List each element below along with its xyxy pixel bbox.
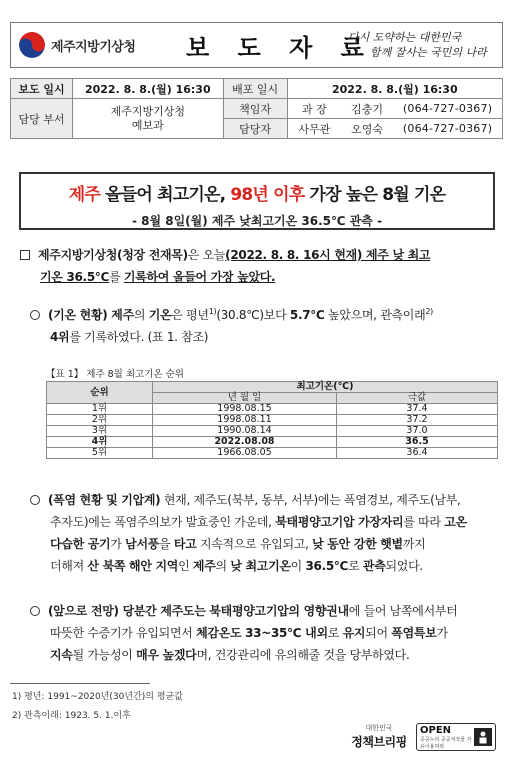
value-header: 극값 xyxy=(337,393,498,404)
p4-m: 며, 건강관리에 유의해줄 것을 당부하였다. xyxy=(196,648,410,662)
rank-header: 순위 xyxy=(47,382,153,404)
p4-d: 체감온도 33~35℃ 내외 xyxy=(196,626,328,640)
staff-label: 담당자 xyxy=(223,119,287,139)
kogl-open-logo xyxy=(416,723,496,751)
rank-cell: 4위 xyxy=(47,437,153,448)
staff-name: 오영숙 xyxy=(341,119,393,139)
headline-red-1: 제주 xyxy=(68,185,100,205)
date-cell: 1998.08.15 xyxy=(153,404,337,415)
temperature-status-paragraph xyxy=(30,301,500,348)
dept-name xyxy=(73,99,224,139)
p3-m: 낮 동안 강한 햇볕 xyxy=(312,537,403,551)
p2-i: 를 기록하였다. (표 1. 참조) xyxy=(69,330,209,344)
p1-c: (2022. 8. 8. 16시 현재) 제주 낮 최고 xyxy=(225,248,431,262)
p4-g: 되어 xyxy=(365,626,392,640)
p4-j: 지속 xyxy=(50,648,73,662)
open-label xyxy=(420,725,474,750)
table-row xyxy=(47,448,498,459)
max-temp-header: 최고기온(℃) xyxy=(153,382,498,393)
rank-cell: 1위 xyxy=(47,404,153,415)
p3-o: 더해져 xyxy=(50,559,88,573)
p3-w: 로 xyxy=(348,559,363,573)
p3-p: 산 북쪽 해안 지역 xyxy=(87,559,179,573)
lead-paragraph xyxy=(20,244,500,288)
date-cell: 1990.08.14 xyxy=(153,426,337,437)
policy-briefing-logo xyxy=(346,723,412,750)
p3-n: 까지 xyxy=(402,537,426,551)
p2-g: 높았으며, 관측이래 xyxy=(324,308,426,322)
rank-cell: 3위 xyxy=(47,426,153,437)
date-cell: 2022.08.08 xyxy=(153,437,337,448)
value-cell: 37.2 xyxy=(337,415,498,426)
date-cell: 1998.08.11 xyxy=(153,415,337,426)
table-caption: 【표 1】 제주 8월 최고기온 순위 xyxy=(46,369,184,380)
license-icon xyxy=(474,728,492,746)
square-bullet-icon xyxy=(20,250,30,260)
report-date-label: 보도 일시 xyxy=(11,79,73,99)
p2-b: 의 xyxy=(133,308,149,322)
date-cell: 1966.08.05 xyxy=(153,448,337,459)
slogan-line-1: 다시 도약하는 대한민국 xyxy=(348,31,462,44)
p4-i: 가 xyxy=(436,626,448,640)
p1-b: 은 오늘 xyxy=(187,248,226,262)
report-date: 2022. 8. 8.(월) 16:30 xyxy=(73,79,224,99)
government-slogan xyxy=(336,30,502,60)
p3-f: 고온 xyxy=(444,515,467,529)
value-cell: 36.5 xyxy=(337,437,498,448)
table-row-highlighted xyxy=(47,437,498,448)
policy-briefing-name: 정책브리핑 xyxy=(351,735,407,749)
p3-k: 타고 xyxy=(173,537,197,551)
p2-c: 기온 xyxy=(148,308,172,322)
p3-s: 의 xyxy=(215,559,231,573)
p4-l: 매우 높겠다 xyxy=(136,648,197,662)
p3-h: 가 xyxy=(110,537,126,551)
p3-t: 낮 최고기온 xyxy=(230,559,291,573)
circle-bullet-icon xyxy=(30,310,40,320)
p3-q: 인 xyxy=(178,559,193,573)
value-cell: 36.4 xyxy=(337,448,498,459)
headline-mid-1: 올들어 최고기온, xyxy=(99,185,231,205)
release-date-label: 배포 일시 xyxy=(223,79,287,99)
agency-name: 제주지방기상청 xyxy=(51,39,136,55)
p4-k: 될 가능성이 xyxy=(72,648,137,662)
headline-box xyxy=(19,172,495,230)
dept-line-1: 제주지방기상청 xyxy=(110,104,185,118)
footnote-ref-1: 1) xyxy=(208,307,217,316)
p1-a: 제주지방기상청(청장 전재목) xyxy=(38,248,188,262)
p3-c: 추자도)에는 폭염주의보가 발효중인 가운데, xyxy=(50,515,276,529)
open-text: OPEN xyxy=(420,724,452,736)
p3-i: 남서풍 xyxy=(125,537,160,551)
headline xyxy=(21,180,493,205)
p3-b: 현재, 제주도(북부, 동부, 서부)에는 폭염경보, 제주도(남부, xyxy=(160,493,461,507)
value-cell: 37.0 xyxy=(337,426,498,437)
p3-x: 관측 xyxy=(362,559,386,573)
footnote-ref-2: 2) xyxy=(425,307,433,316)
slogan-line-2: 함께 잘사는 국민의 나라 xyxy=(370,46,487,59)
table-row xyxy=(47,404,498,415)
heatwave-status-paragraph xyxy=(30,489,500,577)
p2-h: 4위 xyxy=(50,330,70,344)
p4-c: 따뜻한 수증기가 유입되면서 xyxy=(50,626,197,640)
taegeuk-logo-icon xyxy=(19,32,45,58)
p1-e: 를 xyxy=(109,270,124,284)
staff-title: 사무관 xyxy=(287,119,341,139)
p2-f: 5.7℃ xyxy=(289,308,325,322)
p2-e: (30.8℃)보다 xyxy=(216,308,290,322)
footnote-2: 2) 관측이래: 1923. 5. 1.이후 xyxy=(12,711,131,721)
p3-v: 36.5℃ xyxy=(305,559,349,573)
p4-b: 에 들어 남쪽에서부터 xyxy=(348,604,458,618)
footnote-1: 1) 평년: 1991~2020년(30년간)의 평균값 xyxy=(12,692,183,702)
p3-e: 를 따라 xyxy=(403,515,445,529)
p3-y: 되었다. xyxy=(385,559,423,573)
p3-r: 제주 xyxy=(192,559,216,573)
staff-phone: (064-727-0367) xyxy=(393,119,502,139)
headline-mid-2: 가장 높은 8월 기온 xyxy=(304,185,446,205)
value-cell: 37.4 xyxy=(337,404,498,415)
dept-line-2: 예보과 xyxy=(131,118,164,132)
rank-cell: 2위 xyxy=(47,415,153,426)
circle-bullet-icon xyxy=(30,606,40,616)
p4-h: 폭염특보 xyxy=(391,626,437,640)
circle-bullet-icon xyxy=(30,495,40,505)
p4-a: (앞으로 전망) 당분간 제주도는 북태평양고기압의 영향권내 xyxy=(48,604,349,618)
p1-f: 기록하여 올들어 가장 높았다. xyxy=(123,270,276,284)
manager-name: 김충기 xyxy=(341,99,393,119)
p2-d: 은 평년 xyxy=(171,308,209,322)
p4-e: 로 xyxy=(327,626,343,640)
headline-subtitle: - 8월 8일(월) 제주 낮최고기온 36.5℃ 관측 - xyxy=(131,214,383,228)
dept-label: 담당 부서 xyxy=(11,99,73,139)
p3-a: (폭염 현황 및 기압계) xyxy=(48,493,161,507)
manager-label: 책임자 xyxy=(223,99,287,119)
p3-u: 이 xyxy=(290,559,306,573)
table-row xyxy=(47,426,498,437)
p2-a: (기온 현황) 제주 xyxy=(48,308,134,322)
press-info-table xyxy=(10,78,503,139)
open-subtext: 공공누리 공공저작물 자유이용허락 xyxy=(420,736,472,750)
p3-g: 다습한 공기 xyxy=(50,537,111,551)
release-date: 2022. 8. 8.(월) 16:30 xyxy=(287,79,502,99)
policy-briefing-small: 대한민국 xyxy=(365,724,393,732)
p1-d: 기온 36.5℃ xyxy=(40,270,110,284)
footnote-divider xyxy=(10,683,150,684)
outlook-paragraph xyxy=(30,600,500,666)
date-header: 년 월 일 xyxy=(153,393,337,404)
p3-j: 을 xyxy=(159,537,174,551)
rank-cell: 5위 xyxy=(47,448,153,459)
p3-l: 지속적으로 유입되고, xyxy=(196,537,313,551)
table-row xyxy=(47,415,498,426)
p3-d: 북태평양고기압 가장자리 xyxy=(275,515,404,529)
manager-title: 과 장 xyxy=(287,99,341,119)
p4-f: 유지 xyxy=(342,626,366,640)
headline-red-2: 98년 이후 xyxy=(230,185,305,205)
temperature-rank-table xyxy=(46,381,498,459)
agency-block xyxy=(11,32,176,58)
manager-phone: (064-727-0367) xyxy=(393,99,502,119)
document-title: 보 도 자 료 xyxy=(186,33,374,62)
press-header xyxy=(10,22,503,68)
